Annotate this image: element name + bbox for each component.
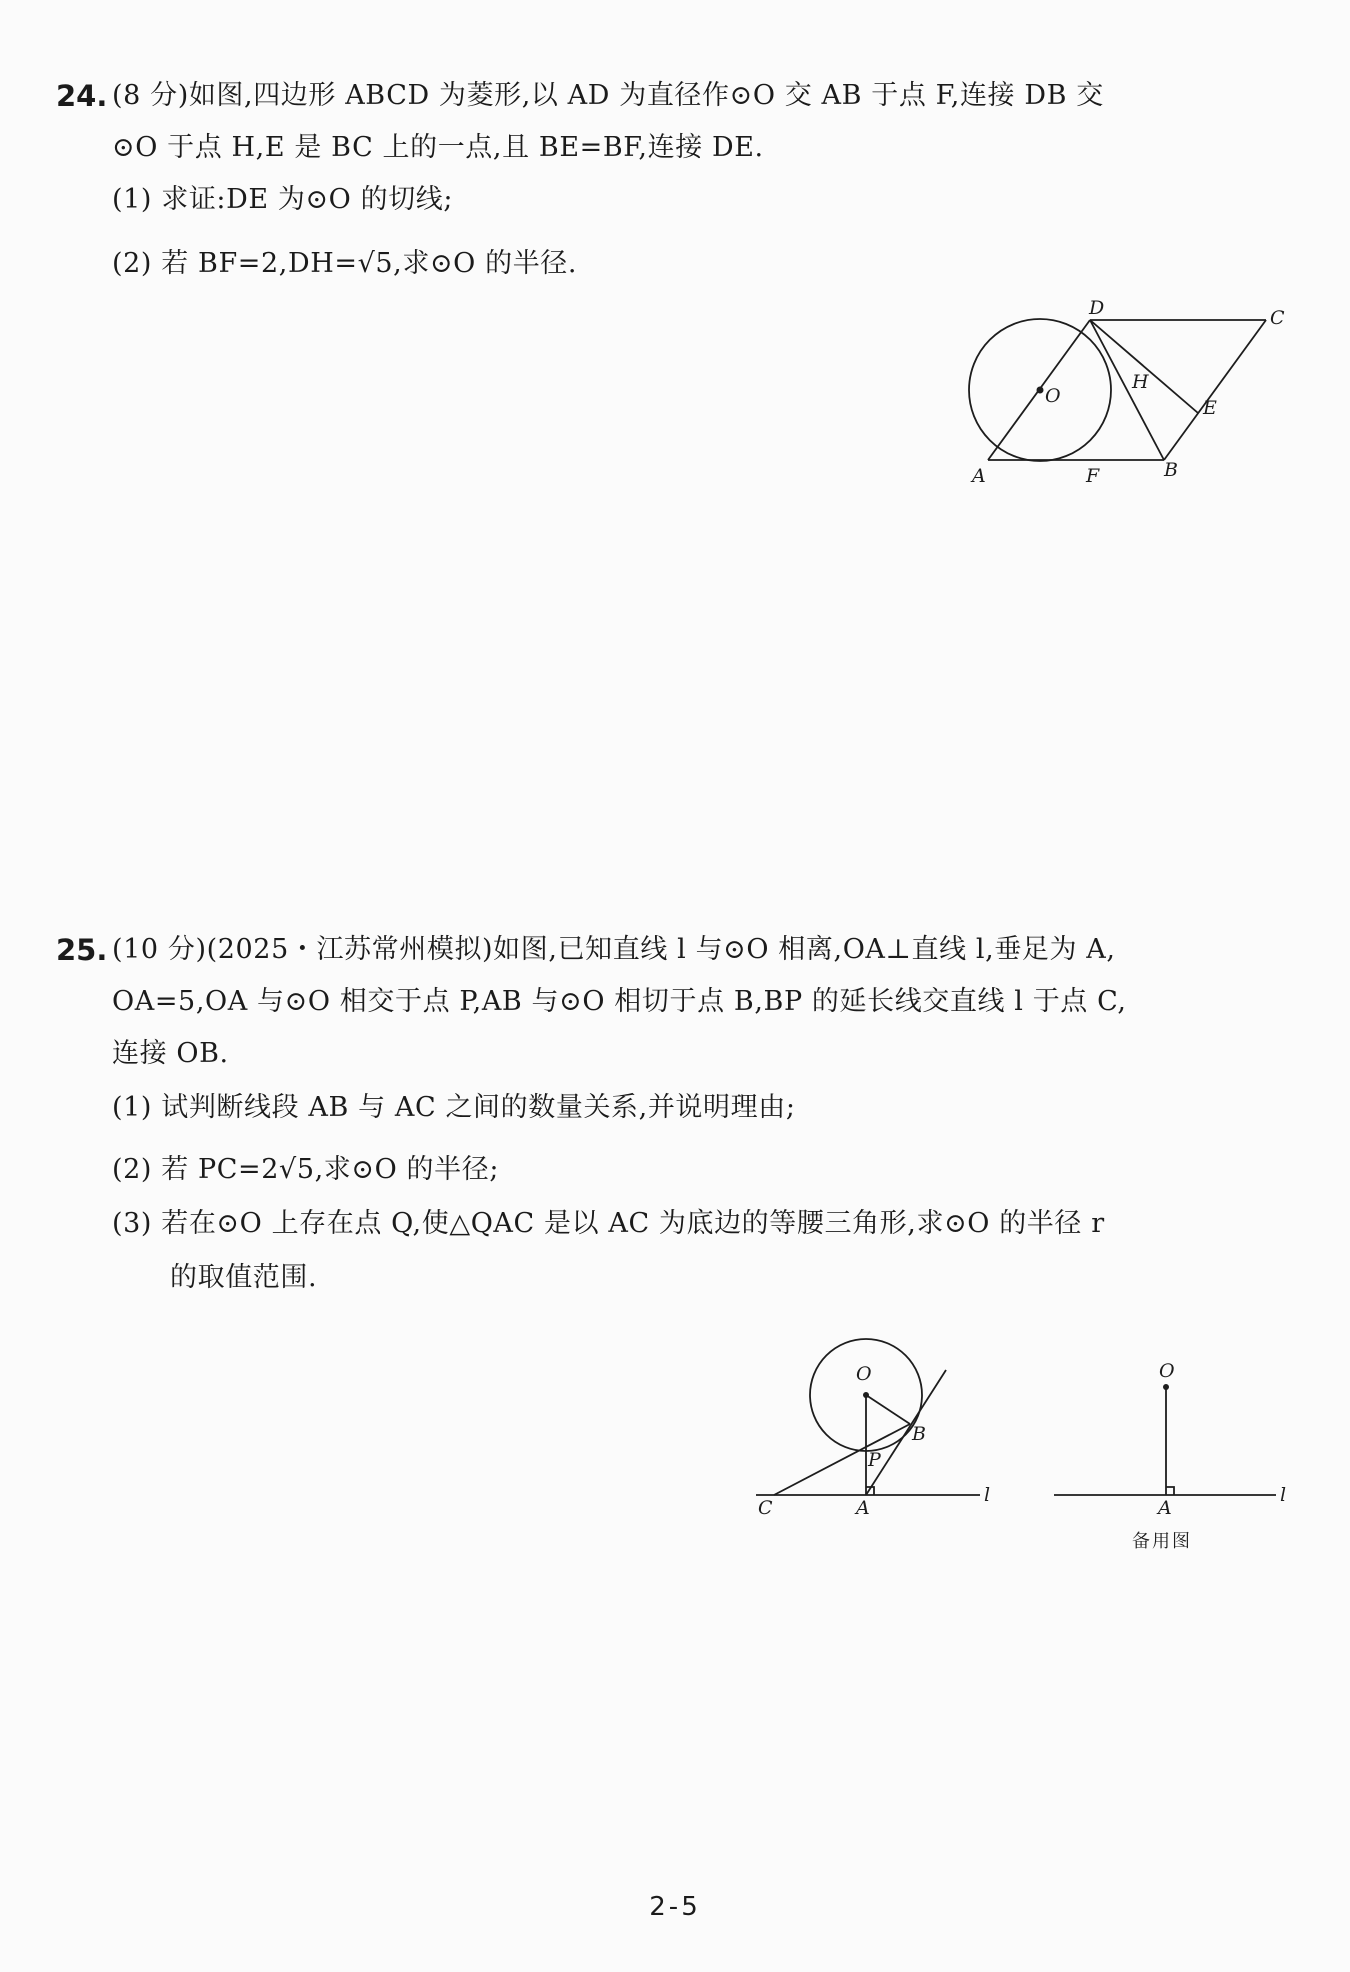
question-25-line-3: 连接 OB.	[112, 1038, 229, 1069]
label-p: P	[868, 1449, 881, 1471]
question-25-number: 25.	[56, 933, 108, 967]
question-25-part-3: (3) 若在⊙O 上存在点 Q,使△QAC 是以 AC 为底边的等腰三角形,求⊙O 的半径 r	[112, 1208, 1105, 1239]
label-a: A	[972, 465, 986, 487]
question-24-line-2: ⊙O 于点 H,E 是 BC 上的一点,且 BE=BF,连接 DE.	[112, 132, 764, 163]
label-e: E	[1203, 397, 1217, 419]
label-c: C	[1270, 307, 1285, 329]
label-a: A	[856, 1497, 870, 1519]
tangent-line-figure	[750, 1330, 1000, 1524]
label-l: l	[1280, 1484, 1287, 1506]
center-o-dot	[1163, 1384, 1169, 1390]
rhombus-circle-figure	[940, 292, 1290, 500]
question-24-part-2: (2) 若 BF=2,DH=√5,求⊙O 的半径.	[112, 248, 578, 279]
label-h: H	[1132, 371, 1149, 393]
label-c: C	[758, 1497, 773, 1519]
question-24-part-1: (1) 求证:DE 为⊙O 的切线;	[112, 184, 454, 215]
page-number: 2-5	[649, 1892, 701, 1922]
question-25-line-1: (10 分)(2025・江苏常州模拟)如图,已知直线 l 与⊙O 相离,OA⊥直线 l,垂足为 A,	[112, 934, 1116, 965]
label-a: A	[1158, 1497, 1172, 1519]
question-25-part-1: (1) 试判断线段 AB 与 AC 之间的数量关系,并说明理由;	[112, 1092, 796, 1123]
label-f: F	[1086, 465, 1100, 487]
segment-db	[1090, 320, 1164, 460]
label-o: O	[1159, 1360, 1175, 1382]
question-24-line-1: (8 分)如图,四边形 ABCD 为菱形,以 AD 为直径作⊙O 交 AB 于点 F,连接 DB 交	[112, 80, 1104, 111]
label-l: l	[984, 1484, 991, 1506]
segment-bc	[1164, 320, 1266, 460]
question-24-number: 24.	[56, 79, 108, 113]
question-25-line-2: OA=5,OA 与⊙O 相交于点 P,AB 与⊙O 相切于点 B,BP 的延长线交直线 l 于点 C,	[112, 986, 1127, 1017]
center-o-dot	[1037, 387, 1044, 394]
center-o-dot	[863, 1392, 869, 1398]
label-b: B	[912, 1423, 926, 1445]
right-angle-mark	[1166, 1487, 1174, 1495]
spare-figure-caption: 备用图	[1132, 1531, 1192, 1552]
spare-figure	[1050, 1355, 1300, 1555]
tangent-ab	[866, 1370, 946, 1495]
label-o: O	[856, 1363, 872, 1385]
label-b: B	[1164, 459, 1178, 481]
question-25-part-3-cont: 的取值范围.	[170, 1262, 318, 1293]
label-o: O	[1045, 385, 1061, 407]
segment-ob	[866, 1395, 910, 1424]
label-d: D	[1089, 297, 1105, 319]
question-25-part-2: (2) 若 PC=2√5,求⊙O 的半径;	[112, 1154, 500, 1185]
